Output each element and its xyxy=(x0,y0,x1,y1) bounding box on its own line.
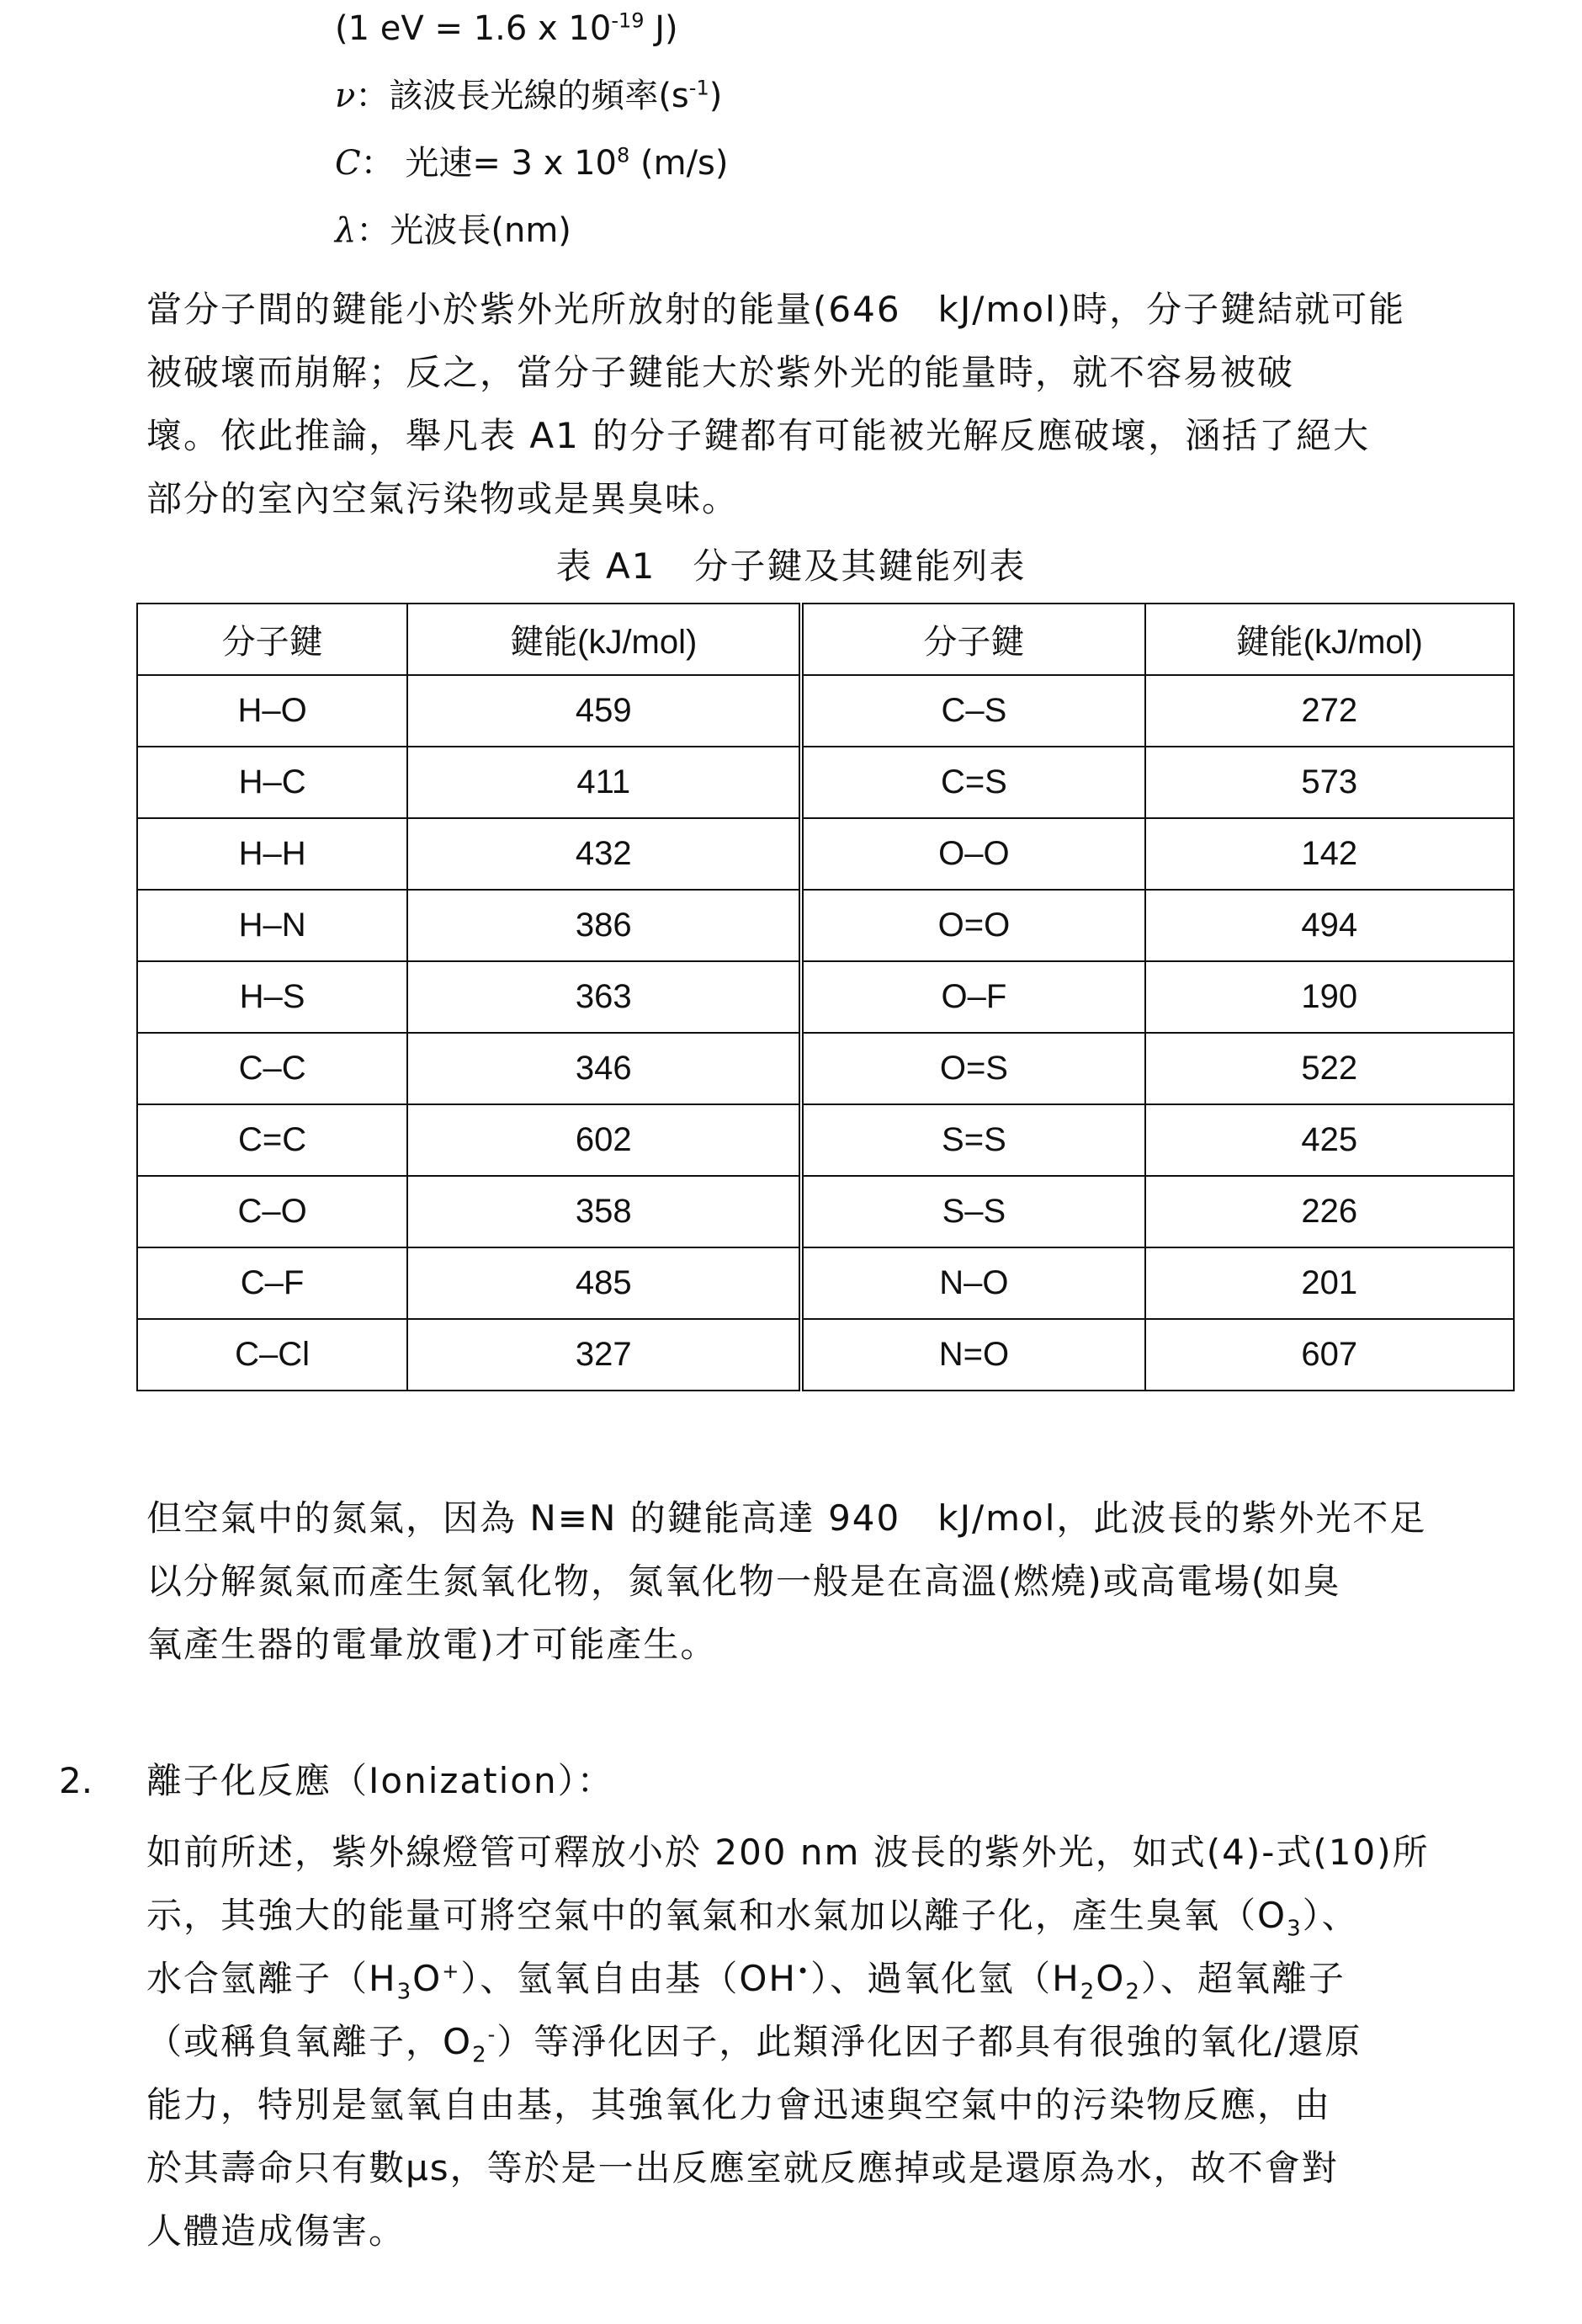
cell-energy-right: 573 xyxy=(1145,747,1515,818)
table-row xyxy=(137,818,1514,890)
definition-frequency-tail: ) xyxy=(709,77,723,115)
cell-energy-left: 358 xyxy=(407,1176,801,1247)
definition-light-speed xyxy=(335,138,729,189)
section-title: 離子化反應（Ionization）： xyxy=(146,1760,614,1801)
cell-bond-left: H‒O xyxy=(137,675,407,747)
definition-wavelength-symbol: λ xyxy=(335,211,357,250)
definition-light-speed-text: ： 光速= 3 x 10 xyxy=(360,144,618,183)
text-fragment: ）、 xyxy=(1302,1895,1359,1936)
cell-bond-left: H‒H xyxy=(137,818,407,890)
paragraph-line xyxy=(146,2010,1510,2073)
cell-bond-left: C=C xyxy=(137,1104,407,1176)
paragraph-line: 如前所述，紫外線燈管可釋放小於 200 nm 波長的紫外光，如式(4)-式(10)所 xyxy=(146,1832,1430,1873)
paragraph-line: 被破壞而崩解；反之，當分子鍵能大於紫外光的能量時，就不容易被破 xyxy=(146,352,1295,393)
superscript: - xyxy=(487,2023,497,2046)
table-row xyxy=(137,1104,1514,1176)
definition-ev-text: (1 eV = 1.6 x 10 xyxy=(335,9,612,48)
definition-ev-tail: J) xyxy=(644,9,678,48)
table-row xyxy=(137,961,1514,1033)
definition-light-speed-symbol: C xyxy=(335,144,361,183)
header-bond-right: 分子鍵 xyxy=(801,604,1144,675)
cell-bond-right: N‒O xyxy=(801,1247,1144,1319)
superscript: + xyxy=(442,1960,461,1983)
cell-bond-left: C‒C xyxy=(137,1033,407,1104)
text-fragment: ）、氫氧自由基（OH xyxy=(460,1958,797,1999)
definition-wavelength-text: ：光波長(nm) xyxy=(356,211,571,250)
cell-energy-left: 602 xyxy=(407,1104,801,1176)
paragraph-bond-energy xyxy=(146,278,1510,530)
text-fragment: ）、過氧化氫（H xyxy=(810,1958,1080,1999)
paragraph-line: 能力，特別是氫氧自由基，其強氧化力會迅速與空氣中的污染物反應，由 xyxy=(146,2084,1332,2125)
definition-frequency-text: ：該波長光線的頻率(s xyxy=(355,77,689,115)
cell-bond-left: H‒S xyxy=(137,961,407,1033)
definition-frequency xyxy=(335,71,722,121)
cell-bond-left: H‒C xyxy=(137,747,407,818)
cell-energy-left: 485 xyxy=(407,1247,801,1319)
cell-energy-left: 411 xyxy=(407,747,801,818)
header-bond-left: 分子鍵 xyxy=(137,604,407,675)
cell-bond-right: O=S xyxy=(801,1033,1144,1104)
paragraph-line: 於其壽命只有數μs，等於是一出反應室就反應掉或是還原為水，故不會對 xyxy=(146,2147,1339,2188)
table-row xyxy=(137,1247,1514,1319)
table-row xyxy=(137,890,1514,961)
superscript: • xyxy=(796,1960,811,1983)
cell-bond-right: C=S xyxy=(801,747,1144,818)
table-row xyxy=(137,1319,1514,1391)
table-header-row xyxy=(137,604,1514,675)
header-energy-left: 鍵能(kJ/mol) xyxy=(407,604,801,675)
subscript: 3 xyxy=(1287,1916,1303,1942)
text-fragment: 水合氫離子（H xyxy=(146,1958,397,1999)
paragraph-line xyxy=(146,1947,1510,2010)
definition-light-speed-sup: 8 xyxy=(617,143,630,168)
definition-frequency-sup: -1 xyxy=(688,76,709,100)
cell-energy-right: 201 xyxy=(1145,1247,1515,1319)
cell-bond-right: N=O xyxy=(801,1319,1144,1391)
paragraph-ionization xyxy=(146,1821,1510,2263)
cell-energy-left: 346 xyxy=(407,1033,801,1104)
header-energy-right: 鍵能(kJ/mol) xyxy=(1145,604,1515,675)
cell-energy-left: 363 xyxy=(407,961,801,1033)
cell-bond-left: C‒O xyxy=(137,1176,407,1247)
cell-energy-left: 459 xyxy=(407,675,801,747)
cell-bond-right: S=S xyxy=(801,1104,1144,1176)
paragraph-line: 部分的室內空氣污染物或是異臭味。 xyxy=(146,478,740,519)
cell-energy-left: 432 xyxy=(407,818,801,890)
table-row xyxy=(137,675,1514,747)
definition-wavelength xyxy=(335,205,571,256)
subscript: 2 xyxy=(1080,1979,1096,2005)
text-fragment: ）、超氧離子 xyxy=(1140,1958,1346,1999)
cell-energy-right: 226 xyxy=(1145,1176,1515,1247)
subscript: 3 xyxy=(396,1979,413,2005)
paragraph-line: 壞。依此推論，舉凡表 A1 的分子鍵都有可能被光解反應破壞，涵括了絕大 xyxy=(146,415,1371,456)
definition-light-speed-tail: (m/s) xyxy=(629,144,729,183)
paragraph-line: 人體造成傷害。 xyxy=(146,2210,406,2252)
text-fragment: 示，其強大的能量可將空氣中的氧氣和水氣加以離子化，產生臭氧（O xyxy=(146,1895,1287,1936)
cell-energy-right: 494 xyxy=(1145,890,1515,961)
cell-bond-right: C‒S xyxy=(801,675,1144,747)
cell-energy-right: 272 xyxy=(1145,675,1515,747)
paragraph-line: 氧產生器的電暈放電)才可能產生。 xyxy=(146,1624,718,1665)
cell-energy-left: 327 xyxy=(407,1319,801,1391)
table-row xyxy=(137,1176,1514,1247)
cell-bond-right: O‒O xyxy=(801,818,1144,890)
table-body xyxy=(137,675,1514,1391)
table-row xyxy=(137,1033,1514,1104)
paragraph-line: 當分子間的鍵能小於紫外光所放射的能量(646 kJ/mol)時，分子鍵結就可能 xyxy=(146,289,1406,330)
cell-bond-right: O‒F xyxy=(801,961,1144,1033)
cell-bond-right: O=O xyxy=(801,890,1144,961)
cell-energy-right: 142 xyxy=(1145,818,1515,890)
definition-ev-sup: -19 xyxy=(611,8,645,33)
table-row xyxy=(137,747,1514,818)
cell-energy-right: 425 xyxy=(1145,1104,1515,1176)
text-fragment: O xyxy=(412,1958,443,1999)
paragraph-line: 但空氣中的氮氣，因為 N≡N 的鍵能高達 940 kJ/mol，此波長的紫外光不足 xyxy=(146,1497,1427,1539)
cell-bond-left: H‒N xyxy=(137,890,407,961)
paragraph-line: 以分解氮氣而產生氮氧化物，氮氧化物一般是在高溫(燃燒)或高電場(如臭 xyxy=(146,1561,1341,1602)
cell-bond-left: C‒F xyxy=(137,1247,407,1319)
cell-bond-left: C‒Cl xyxy=(137,1319,407,1391)
cell-energy-right: 607 xyxy=(1145,1319,1515,1391)
text-fragment: ）等淨化因子，此類淨化因子都具有很強的氧化/還原 xyxy=(496,2021,1362,2062)
cell-energy-right: 190 xyxy=(1145,961,1515,1033)
subscript: 2 xyxy=(472,2042,488,2068)
subscript: 2 xyxy=(1125,1979,1141,2005)
paragraph-nitrogen xyxy=(146,1486,1510,1676)
bond-energy-table xyxy=(136,603,1515,1391)
text-fragment: （或稱負氧離子，O xyxy=(146,2021,473,2062)
cell-energy-right: 522 xyxy=(1145,1033,1515,1104)
paragraph-line xyxy=(146,1884,1510,1947)
text-fragment: O xyxy=(1096,1958,1126,1999)
cell-energy-left: 386 xyxy=(407,890,801,961)
definition-frequency-symbol: ν xyxy=(335,77,356,115)
section-number: 2. xyxy=(59,1760,93,1801)
table-caption: 表 A1 分子鍵及其鍵能列表 xyxy=(555,545,1027,587)
cell-bond-right: S‒S xyxy=(801,1176,1144,1247)
definition-ev xyxy=(335,3,678,54)
